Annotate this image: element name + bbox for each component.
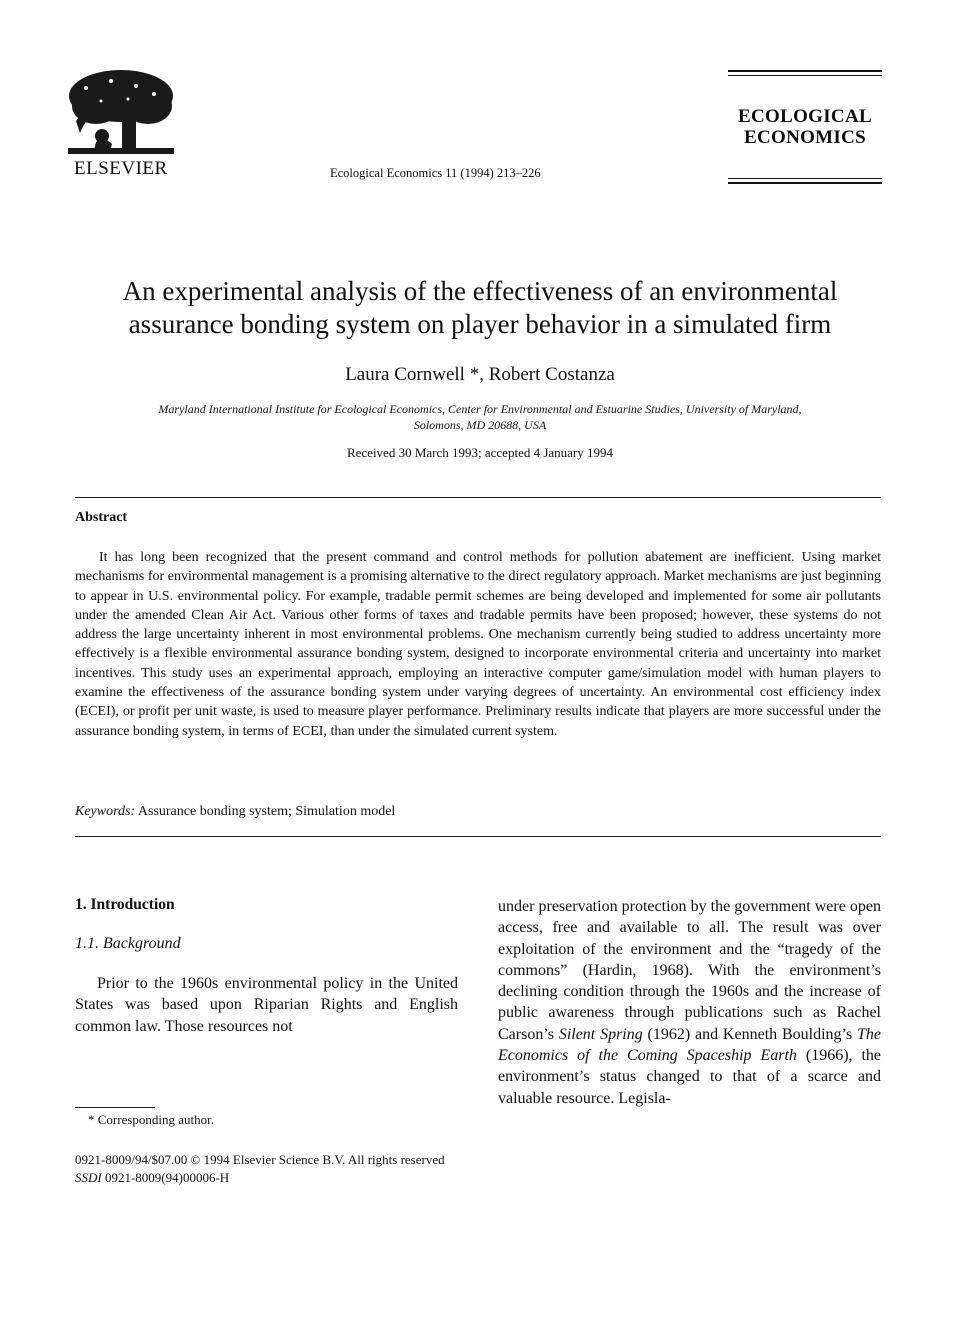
publisher-name: ELSEVIER [74, 158, 168, 179]
affiliation [60, 401, 900, 433]
section-heading-introduction: 1. Introduction [75, 896, 175, 913]
article-title-line2: assurance bonding system on player behavior in a simulated firm [128, 309, 832, 339]
abstract-heading: Abstract [75, 510, 128, 525]
masthead-rule-top [728, 70, 882, 72]
footnote-corresponding-author: * Corresponding author. [88, 1112, 215, 1127]
body-text: under preservation protection by the government were open access, free and available to all. The result was over exploitation of the environment and the “tragedy of the commons” (Hardin, 1968). With the environment’s declining condition through the 1960s and the increase of public awareness through publications such as Rachel Carson’s [498, 898, 881, 1043]
keywords-value: Assurance bonding system; Simulation model [137, 804, 396, 819]
ssdi-value: 0921-8009(94)00006-H [104, 1170, 230, 1185]
book-title-silent-spring: Silent Spring [558, 1025, 643, 1043]
authors: Laura Cornwell *, Robert Costanza [345, 364, 615, 385]
journal-name-line1: ECOLOGICAL [738, 106, 872, 127]
body-paragraph: Prior to the 1960s environmental policy in the United States was based upon Riparian Rights and English common law. Those resources not [75, 975, 458, 1035]
journal-name [728, 106, 882, 148]
article-title [60, 275, 900, 341]
article-title-line1: An experimental analysis of the effectiveness of an environmental [122, 276, 838, 306]
body-column-right [498, 896, 881, 1109]
journal-citation: Ecological Economics 11 (1994) 213–226 [330, 166, 541, 180]
abstract-bottom-rule [75, 836, 881, 837]
abstract-top-rule [75, 497, 881, 498]
body-text: (1966), the environment’s status changed to that of a scarce and valuable resource. Legisla- [498, 1047, 882, 1107]
ssdi-label: SSDI [75, 1170, 102, 1185]
masthead-rule-bottom-thin [728, 178, 882, 179]
affiliation-line1: Maryland International Institute for Ecological Economics, Center for Environmental and Estuarine Studies, University of Maryland, [158, 402, 802, 416]
journal-masthead [728, 70, 882, 184]
book-title-spaceship-earth: The Economics of the Coming Spaceship Earth [498, 1025, 881, 1065]
abstract-text: It has long been recognized that the present command and control methods for pollution abatement are inefficient. Using market mechanisms for environmental management is a promising alternative to the direct regulatory approach. Market mechanisms are just beginning to appear in U.S. environmental policy. For example, tradable permit schemes are being developed and implemented for some air pollutants under the amended Clean Air Act. Various other forms of taxes and tradable permits have been proposed; however, these systems do not address the large uncertainty inherent in most environmental problems. One mechanism currently being studied to address uncertainty more effectively is a flexible environmental assurance bonding system, designed to incorporate environmental criteria and uncertainty into market incentives. This study uses an experimental approach, employing an interactive computer game/simulation model with human players to examine the effectiveness of the assurance bonding system under varying degrees of uncertainty. An environmental cost efficiency index (ECEI), or profit per unit waste, is used to measure player performance. Preliminary results indicate that players are more successful under the assurance bonding system, in terms of ECEI, than under the simulated current system. [75, 550, 881, 739]
journal-name-line2: ECONOMICS [744, 127, 866, 148]
copyright-line: 0921-8009/94/$07.00 © 1994 Elsevier Science B.V. All rights reserved [75, 1152, 445, 1167]
keywords-label: Keywords: [75, 804, 136, 819]
affiliation-line2: Solomons, MD 20688, USA [413, 418, 547, 432]
body-column-left [75, 896, 458, 1037]
footnote-rule [75, 1107, 155, 1108]
body-text: (1962) and Kenneth Boulding’s [642, 1025, 857, 1043]
received-accepted-dates: Received 30 March 1993; accepted 4 January 1994 [346, 445, 614, 460]
masthead-rule-top-thin [728, 75, 882, 76]
keywords [75, 804, 395, 820]
masthead-rule-bottom [728, 182, 882, 184]
subsection-heading-background: 1.1. Background [75, 935, 181, 952]
ssdi-line [75, 1170, 229, 1186]
